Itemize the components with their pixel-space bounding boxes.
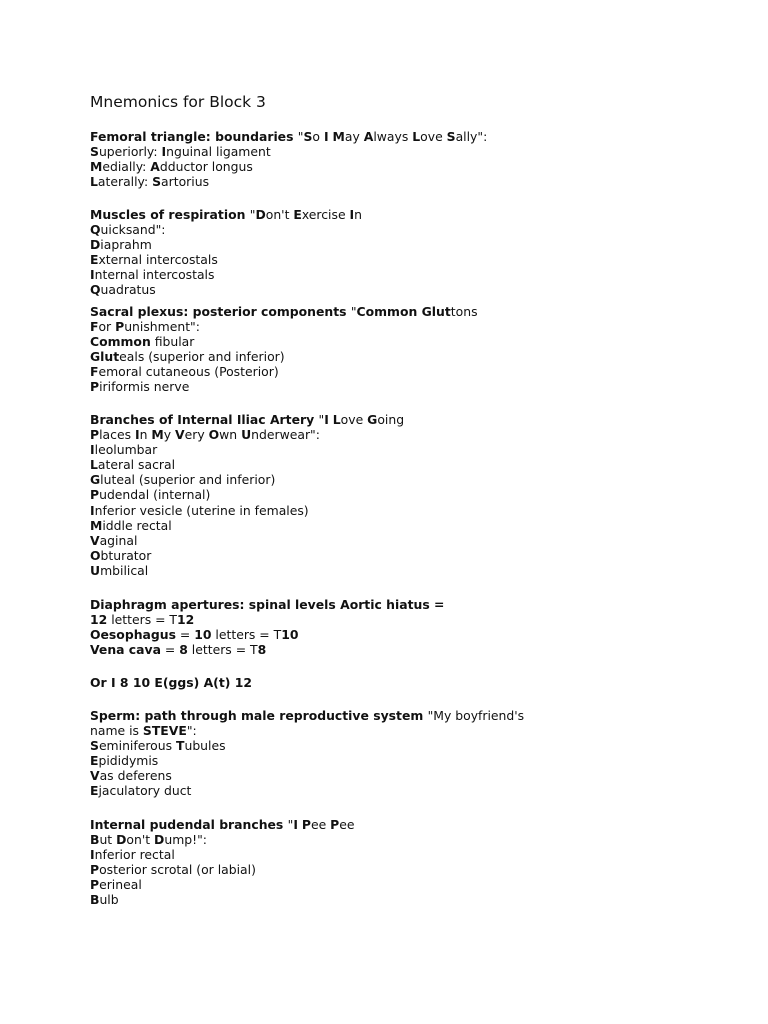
bold-text: G — [367, 412, 378, 427]
section-diaphragm-summary — [90, 675, 690, 690]
text: xercise — [301, 207, 350, 222]
bold-text: B — [90, 832, 100, 848]
text: unishment": — [124, 319, 200, 335]
text: ee — [310, 817, 331, 832]
bold-text: 10 — [194, 627, 212, 643]
text: leolumbar — [94, 442, 158, 458]
mnemonic-line — [90, 487, 690, 502]
mnemonic-line — [90, 282, 690, 297]
bold-text: I — [324, 412, 329, 427]
text: ump!": — [164, 832, 207, 848]
bold-text: 12 — [176, 612, 195, 628]
text: ally": — [455, 129, 488, 144]
text: artorius — [161, 174, 210, 190]
bold-text: I — [323, 129, 329, 144]
text: nguinal ligament — [166, 144, 271, 160]
text: ut — [99, 832, 117, 848]
bold-text: S — [446, 129, 456, 144]
mnemonic-line — [90, 627, 690, 642]
text: eminiferous — [98, 738, 177, 754]
mnemonic-line — [90, 768, 690, 783]
bold-text: Sperm: path through male reproductive system — [90, 708, 428, 723]
bold-text: P — [90, 487, 100, 503]
text: ery — [184, 427, 209, 443]
bold-text: U — [241, 427, 252, 443]
mnemonic-line — [90, 472, 690, 487]
bold-text: STEVE — [142, 723, 187, 739]
text: iddle rectal — [102, 517, 172, 533]
bold-text: Internal pudendal branches — [90, 817, 288, 832]
bold-text: P — [90, 877, 100, 893]
mnemonic-line — [90, 563, 690, 578]
section-muscles-of-respiration — [90, 207, 690, 298]
bold-text: L — [412, 129, 421, 144]
text: ay — [344, 129, 364, 144]
bold-text: D — [116, 832, 127, 848]
text: aterally: — [97, 174, 153, 190]
text: n — [354, 207, 362, 222]
text: o — [312, 129, 324, 144]
bold-text: Femoral triangle: boundaries — [90, 129, 298, 144]
section-internal-pudendal — [90, 817, 690, 908]
text: nferior rectal — [94, 847, 175, 863]
text: eals (superior and inferior) — [119, 349, 285, 365]
text: udendal (internal) — [99, 487, 211, 503]
bold-text: M — [90, 517, 103, 533]
text: iriformis nerve — [99, 379, 190, 395]
mnemonic-line — [90, 877, 690, 892]
section-heading-line — [90, 708, 690, 723]
bold-text: M — [332, 129, 345, 144]
text: letters = T — [187, 642, 258, 658]
bold-text: P — [90, 427, 100, 443]
bold-text: 12 — [90, 612, 108, 628]
bold-text: P — [115, 319, 125, 335]
text: nderwear": — [251, 427, 320, 443]
bold-text: E — [90, 252, 99, 268]
bold-text: Glut — [90, 349, 120, 365]
bold-text: Vena cava — [90, 642, 161, 658]
mnemonic-line — [90, 364, 690, 379]
section-sperm-path — [90, 708, 690, 799]
text: nternal intercostals — [94, 267, 215, 283]
bold-text: E — [90, 783, 99, 799]
text: letters = T — [107, 612, 177, 628]
bold-text: A — [363, 129, 374, 144]
text: " — [297, 129, 304, 144]
mnemonic-line — [90, 442, 690, 457]
mnemonic-line — [90, 334, 690, 349]
bold-text: D — [255, 207, 266, 222]
bold-text: P — [90, 862, 100, 878]
text: ubules — [184, 738, 226, 754]
bold-text: Branches of Internal Iliac Artery — [90, 412, 319, 427]
text: on't — [126, 832, 155, 848]
text: iaprahm — [100, 237, 152, 253]
text: tons — [450, 304, 478, 319]
text: erineal — [99, 877, 142, 893]
bold-text: L — [90, 174, 98, 190]
bold-text: I — [161, 144, 167, 160]
bold-text: Q — [90, 222, 101, 238]
text: laces — [99, 427, 135, 443]
text: ove — [340, 412, 368, 427]
bold-text: P — [330, 817, 340, 832]
section-heading-line — [90, 597, 690, 612]
text: luteal (superior and inferior) — [100, 472, 276, 488]
text: ": — [186, 723, 197, 739]
bold-text: V — [175, 427, 185, 443]
mnemonic-line — [90, 267, 690, 282]
text: edially: — [102, 159, 151, 175]
bold-text: Or I 8 10 E(ggs) A(t) 12 — [90, 675, 252, 690]
bold-text: Q — [90, 282, 101, 298]
text: aginal — [99, 532, 138, 548]
bold-text: M — [90, 159, 103, 175]
bold-text: 8 — [257, 642, 267, 658]
text: name is — [90, 723, 143, 739]
bold-text: S — [152, 174, 162, 190]
bold-text: L — [332, 412, 341, 427]
bold-text: Oesophagus — [90, 627, 176, 643]
text: jaculatory duct — [98, 783, 192, 799]
bold-text: S — [90, 738, 99, 754]
bold-text: P — [301, 817, 311, 832]
mnemonic-line — [90, 518, 690, 533]
text: "My boyfriend's — [427, 708, 525, 723]
bold-text: Common — [90, 334, 151, 350]
mnemonic-line — [90, 427, 690, 442]
text: ove — [420, 129, 447, 144]
mnemonic-line — [90, 642, 690, 657]
bold-text: I — [349, 207, 355, 222]
text: oing — [377, 412, 405, 427]
mnemonic-line — [90, 174, 690, 189]
mnemonic-line — [90, 349, 690, 364]
mnemonic-line — [90, 503, 690, 518]
section-heading-line — [90, 817, 690, 832]
bold-text: 8 — [179, 642, 188, 658]
mnemonic-line — [90, 862, 690, 877]
bold-text: 10 — [281, 627, 299, 643]
text: uadratus — [100, 282, 156, 298]
bold-text: V — [90, 532, 100, 548]
text: dductor longus — [159, 159, 253, 175]
text: on't — [265, 207, 294, 222]
section-heading-line — [90, 304, 690, 319]
mnemonic-line — [90, 753, 690, 768]
bold-text: M — [151, 427, 164, 443]
mnemonic-line — [90, 738, 690, 753]
bold-text: Muscles of respiration — [90, 207, 250, 222]
text: = — [175, 627, 195, 643]
mnemonic-line — [90, 252, 690, 267]
mnemonic-line — [90, 832, 690, 847]
bold-text: I — [90, 502, 95, 518]
text: letters = T — [211, 627, 282, 643]
bold-text: D — [154, 832, 165, 848]
section-heading-line — [90, 412, 690, 427]
bold-text: S — [90, 144, 99, 160]
bold-text: I — [90, 847, 95, 863]
mnemonic-line — [90, 612, 690, 627]
section-diaphragm-apertures — [90, 597, 690, 657]
bold-text: Common Glut — [356, 304, 451, 319]
section-heading-line — [90, 207, 690, 222]
mnemonic-line — [90, 548, 690, 563]
section-femoral-triangle — [90, 129, 690, 189]
mnemonic-line — [90, 847, 690, 862]
mnemonic-line — [90, 237, 690, 252]
text: fibular — [150, 334, 195, 350]
text: ulb — [99, 892, 119, 908]
bold-text: E — [90, 753, 99, 769]
section-heading-line — [90, 675, 690, 690]
bold-text: V — [90, 768, 100, 784]
bold-text: Sacral plexus: posterior components — [90, 304, 351, 319]
mnemonic-line — [90, 723, 690, 738]
section-heading-line — [90, 129, 690, 144]
text: " — [318, 412, 325, 427]
bold-text: I — [293, 817, 298, 832]
bold-text: A — [150, 159, 160, 175]
mnemonic-line — [90, 533, 690, 548]
text: wn — [219, 427, 242, 443]
bold-text: S — [303, 129, 313, 144]
text: mbilical — [100, 562, 149, 578]
mnemonic-line — [90, 457, 690, 472]
mnemonic-line — [90, 319, 690, 334]
text: emoral cutaneous (Posterior) — [98, 364, 279, 380]
bold-text: D — [90, 237, 101, 253]
bold-text: T — [176, 738, 185, 754]
mnemonic-line — [90, 379, 690, 394]
text: n — [139, 427, 152, 443]
bold-text: Diaphragm apertures: spinal levels Aortic hiatus = — [90, 597, 445, 612]
mnemonic-line — [90, 783, 690, 798]
text: = — [160, 642, 180, 658]
bold-text: G — [90, 472, 101, 488]
mnemonic-line — [90, 144, 690, 159]
bold-text: U — [90, 562, 101, 578]
bold-text: I — [134, 427, 140, 443]
text: osterior scrotal (or labial) — [99, 862, 256, 878]
bold-text: F — [90, 319, 99, 335]
text: pididymis — [98, 753, 159, 769]
text: nferior vesicle (uterine in females) — [94, 502, 309, 518]
section-internal-iliac-artery — [90, 412, 690, 578]
text: xternal intercostals — [98, 252, 218, 268]
page-title: Mnemonics for Block 3 — [90, 93, 266, 111]
text: uicksand": — [100, 222, 166, 238]
bold-text: O — [208, 427, 220, 443]
text: as deferens — [99, 768, 172, 784]
bold-text: I — [90, 442, 95, 458]
text: bturator — [100, 547, 152, 563]
mnemonic-line — [90, 892, 690, 907]
bold-text: O — [90, 547, 101, 563]
text: ee — [339, 817, 355, 832]
bold-text: L — [90, 457, 98, 473]
text: y — [163, 427, 176, 443]
bold-text: E — [293, 207, 302, 222]
mnemonic-line — [90, 159, 690, 174]
text: uperiorly: — [98, 144, 162, 160]
section-sacral-plexus — [90, 304, 690, 395]
text: or — [98, 319, 116, 335]
bold-text: I — [90, 267, 95, 283]
mnemonic-line — [90, 222, 690, 237]
text: lways — [373, 129, 413, 144]
bold-text: B — [90, 892, 100, 908]
bold-text: F — [90, 364, 99, 380]
text: ateral sacral — [97, 457, 176, 473]
bold-text: P — [90, 379, 100, 395]
text: " — [249, 207, 256, 222]
text: " — [287, 817, 294, 832]
text: " — [350, 304, 357, 319]
